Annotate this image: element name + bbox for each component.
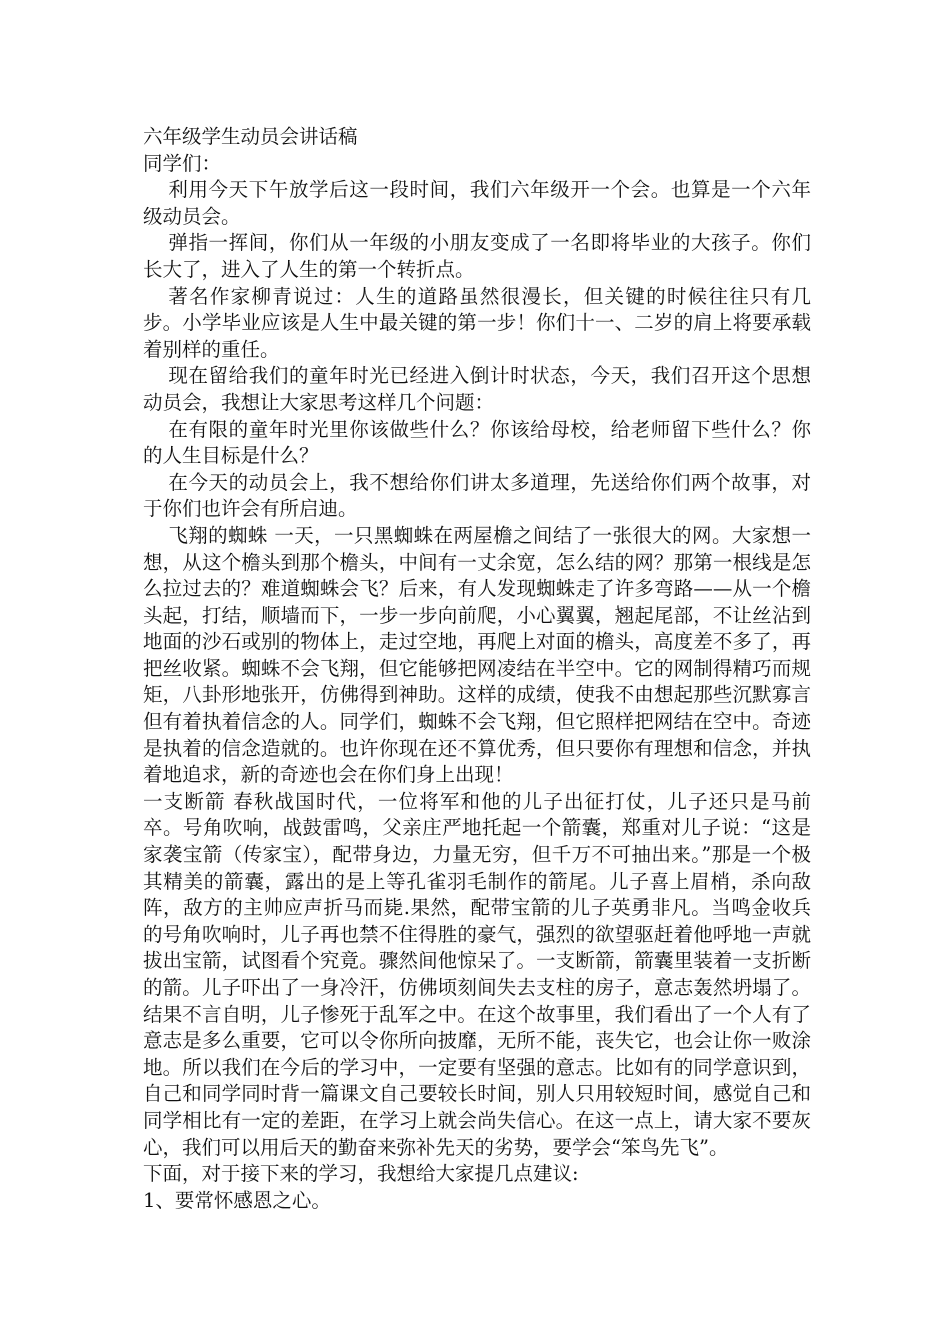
paragraph-suggestion-1: 1、要常怀感恩之心。 <box>143 1188 331 1212</box>
paragraph-questions: 在有限的童年时光里你该做些什么？你该给母校，给老师留下些什么？你的人生目标是什么？ <box>143 417 811 468</box>
paragraph-arrow-story: 一支断箭 春秋战国时代，一位将军和他的儿子出征打仗，儿子还只是马前卒。号角吹响，战鼓雷鸣，父亲庄严地托起一个箭囊，郑重对儿子说：“这是家袭宝箭（传家宝），配带身边，力量无穷，但千万不可抽出来。”那是一个极其精美的箭囊，露出的是上等孔雀羽毛制作的箭尾。儿子喜上眉梢，杀向敌阵，敌方的主帅应声折马而毙.果然，配带宝箭的儿子英勇非凡。当鸣金收兵的号角吹响时，儿子再也禁不住得胜的豪气，强烈的欲望驱赶着他呼地一声就拔出宝箭，试图看个究竟。骤然间他惊呆了。一支断箭，箭囊里装着一支折断的箭。儿子吓出了一身冷汗，仿佛顷刻间失去支柱的房子，意志轰然坍塌了。结果不言自明，儿子惨死于乱军之中。在这个故事里，我们看出了一个人有了意志是多么重要，它可以令你所向披靡，无所不能，丧失它，也会让你一败涂地。所以我们在今后的学习中，一定要有坚强的意志。比如有的同学意识到，自己和同学同时背一篇课文自己要较长时间，别人只用较短时间，感觉自己和同学相比有一定的差距，在学习上就会尚失信心。在这一点上，请大家不要灰心，我们可以用后天的勤奋来弥补先天的劣势，要学会“笨鸟先飞”。 <box>143 789 811 1159</box>
paragraph-countdown: 现在留给我们的童年时光已经进入倒计时状态，今天，我们召开这个思想动员会，我想让大家思考这样几个问题： <box>143 364 811 414</box>
document-page <box>143 124 811 1214</box>
paragraph-intro: 利用今天下午放学后这一段时间，我们六年级开一个会。也算是一个六年级动员会。 <box>143 178 811 228</box>
salutation: 同学们： <box>143 151 222 175</box>
paragraph-quote: 著名作家柳青说过：人生的道路虽然很漫长，但关键的时候往往只有几步。小学毕业应该是人生中最关键的第一步！你们十一、二岁的肩上将要承载着别样的重任。 <box>143 284 811 361</box>
paragraph-suggestions-intro: 下面，对于接下来的学习，我想给大家提几点建议: <box>143 1162 579 1186</box>
document-title: 六年级学生动员会讲话稿 <box>143 125 358 148</box>
paragraph-spider-story: 飞翔的蜘蛛 一天，一只黑蜘蛛在两屋檐之间结了一张很大的网。大家想一想，从这个檐头到那个檐头，中间有一丈余宽，怎么结的网？那第一根线是怎么拉过去的？难道蜘蛛会飞？后来，有人发现蜘蛛走了许多弯路——从一个檐头起，打结，顺墙而下，一步一步向前爬，小心翼翼，翘起尾部，不让丝沾到地面的沙石或别的物体上，走过空地，再爬上对面的檐头，高度差不多了，再把丝收紧。蜘蛛不会飞翔，但它能够把网凌结在半空中。它的网制得精巧而规矩，八卦形地张开，仿佛得到神助。这样的成绩，使我不由想起那些沉默寡言但有着执着信念的人。同学们，蜘蛛不会飞翔，但它照样把网结在空中。奇迹是执着的信念造就的。也许你现在还不算优秀，但只要你有理想和信念，并执着地追求，新的奇迹也会在你们身上出现！ <box>143 523 811 787</box>
paragraph-stories-intro: 在今天的动员会上，我不想给你们讲太多道理，先送给你们两个故事，对于你们也许会有所启迪。 <box>143 470 811 521</box>
paragraph-growing-up: 弹指一挥间，你们从一年级的小朋友变成了一名即将毕业的大孩子。你们长大了，进入了人生的第一个转折点。 <box>143 231 811 281</box>
